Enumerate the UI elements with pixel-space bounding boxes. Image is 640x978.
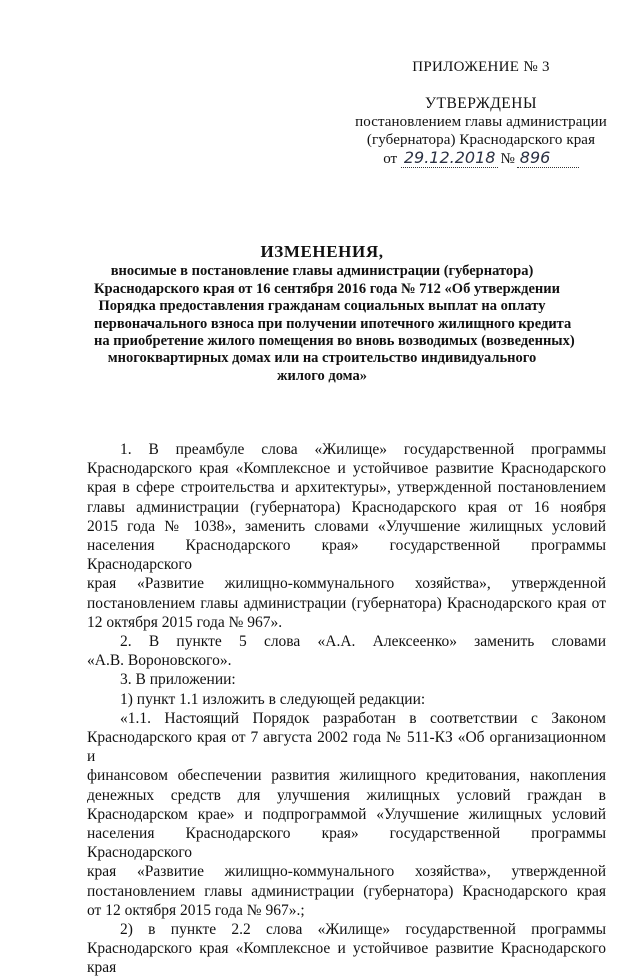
p1-line: края «Развитие жилищно-коммунального хозяйства», утвержденной [87, 575, 606, 593]
p6-line: Краснодарского края «Комплексное и устойчивое развитие Краснодарского края [87, 940, 606, 977]
p5-line: денежных средств для улучшения жилищных условий граждан в [87, 786, 606, 804]
title-line-6: многоквартирных домах или на строительство индивидуального [107, 350, 537, 367]
p5-line: от 12 октября 2015 года № 967».; [87, 901, 305, 919]
paragraph-4 [87, 690, 606, 709]
p1-line: 12 октября 2015 года № 967». [87, 613, 283, 631]
p5-line: «1.1. Настоящий Порядок разработан в соответствии с Законом [120, 709, 606, 727]
p5-line: постановлением главы администрации (губернатора) Краснодарского края [87, 882, 606, 900]
p1-line: главы администрации (губернатора) Краснодарского края от 16 ноября [87, 498, 606, 516]
p5-line: края «Развитие жилищно-коммунального хозяйства», утвержденной [87, 863, 606, 881]
p1-line: 2015 года № 1038», заменить словами «Улучшение жилищных условий [87, 517, 606, 535]
document-title [94, 242, 575, 385]
number-sign: № [500, 151, 515, 167]
handwritten-date: 29.12.2018 [401, 148, 499, 168]
approved-by-line-1: постановлением главы администрации [355, 114, 607, 130]
p3-line: 3. В приложении: [120, 671, 236, 689]
title-line-1: вносимые в постановление главы администрации (губернатора) [110, 263, 534, 280]
paragraph-3 [87, 670, 606, 689]
p5-line: Краснодарского края от 7 августа 2002 года № 511-КЗ «Об организационном и [87, 729, 606, 766]
document-body [87, 440, 606, 978]
p1-line: населения Краснодарского края» государственной программы Краснодарского [87, 537, 606, 574]
p2-line: «А.В. Вороновского». [87, 652, 232, 670]
title-main: ИЗМЕНЕНИЯ, [260, 242, 384, 261]
approval-date-line [350, 149, 612, 168]
p6-line: 2) в пункте 2.2 слова «Жилище» государственной программы [120, 921, 606, 939]
title-line-7: жилого дома» [277, 367, 367, 384]
p1-line: 1. В преамбуле слова «Жилище» государственной программы [120, 441, 606, 458]
p5-line: финансовом обеспечении развития жилищного кредитования, накопления [87, 767, 606, 785]
p1-line: Краснодарского края «Комплексное и устойчивое развитие Краснодарского [87, 460, 606, 478]
paragraph-6 [87, 920, 606, 978]
title-line-2: Краснодарского края от 16 сентября 2016 года № 712 «Об утверждении [94, 280, 560, 297]
p4-line: 1) пункт 1.1 изложить в следующей редакции: [120, 690, 426, 708]
p2-line: 2. В пункте 5 слова «А.А. Алексеенко» заменить словами [120, 633, 606, 651]
paragraph-2 [87, 632, 606, 670]
approved-by-line-2: (губернатора) Краснодарского края [366, 132, 596, 148]
paragraph-5 [87, 709, 606, 920]
p5-line: Краснодарском крае» и подпрограммой «Улучшение жилищных условий [87, 805, 606, 823]
title-line-4: первоначального взноса при получении ипотечного жилищного кредита [94, 315, 572, 332]
title-line-3: Порядка предоставления гражданам социальных выплат на оплату [98, 298, 546, 315]
date-prefix: от [383, 151, 398, 167]
handwritten-number: 896 [517, 149, 579, 168]
approved-label: УТВЕРЖДЕНЫ [425, 95, 537, 112]
approval-stamp-block [350, 58, 612, 168]
title-line-5: на приобретение жилого помещения во вновь возводимых (возведенных) [94, 333, 575, 350]
p1-line: края в сфере строительства и архитектуры», утвержденной постановлением [87, 479, 606, 497]
appendix-number: ПРИЛОЖЕНИЕ № 3 [412, 59, 550, 75]
p1-line: постановлением главы администрации (губернатора) Краснодарского края от [87, 594, 606, 612]
p5-line: населения Краснодарского края» государственной программы Краснодарского [87, 825, 606, 862]
paragraph-1 [87, 440, 606, 632]
